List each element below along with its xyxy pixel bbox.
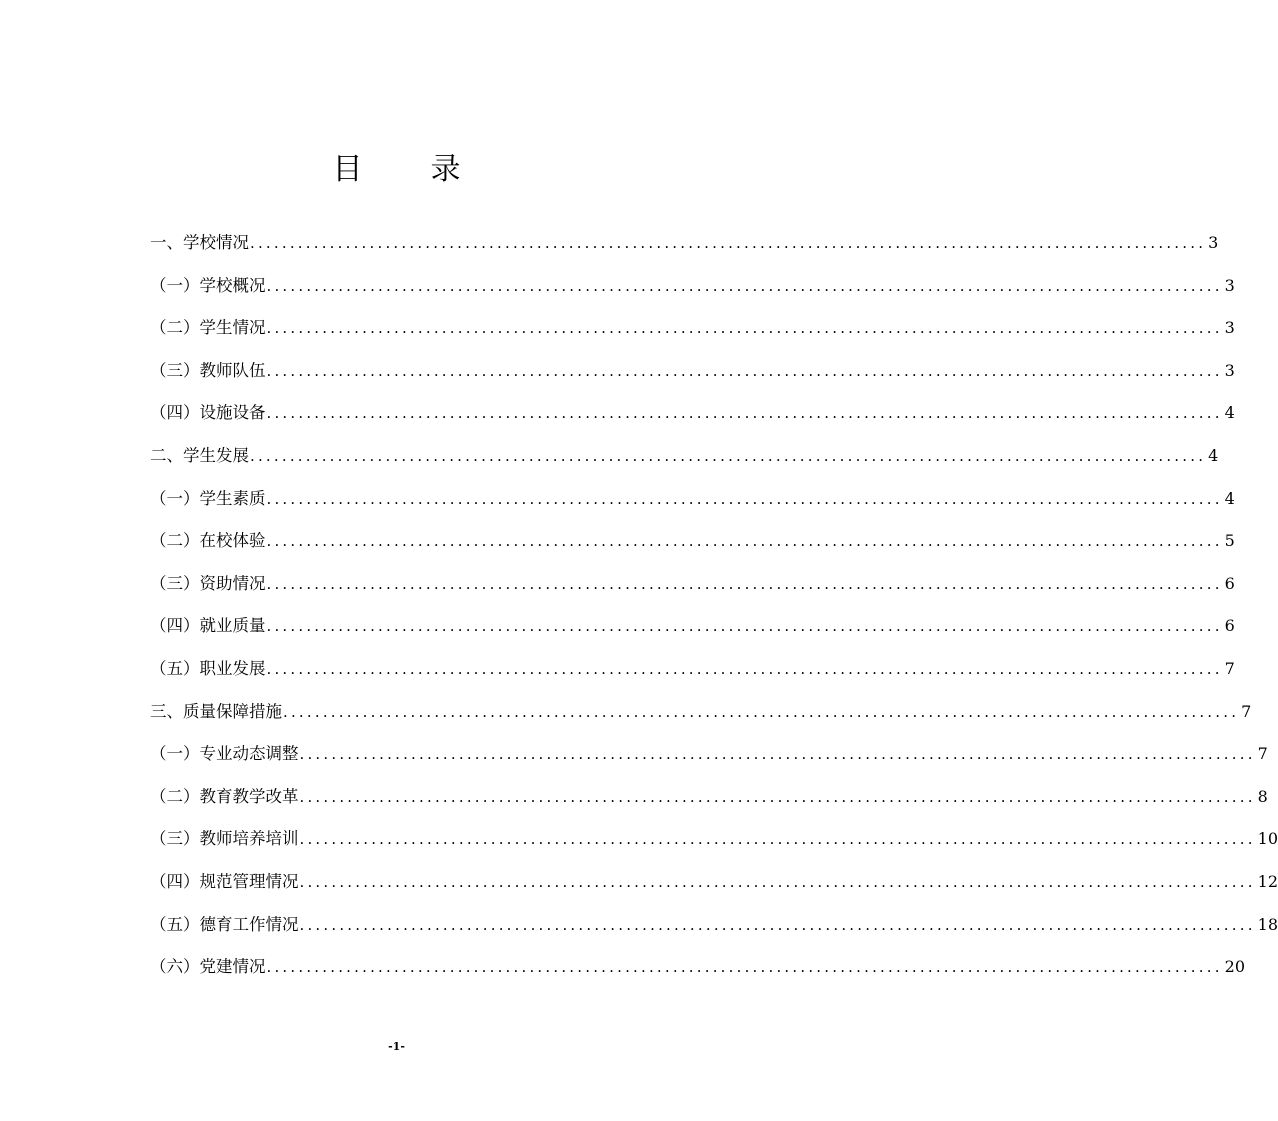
toc-dot-leader: ........................................................................................................................ [266,489,1223,508]
toc-entry-label: （四）就业质量 [150,616,266,636]
toc-dot-leader: ........................................................................................................................ [299,787,1256,806]
toc-entry-label: （四）规范管理情况 [150,871,299,891]
toc-entry-label: （五）德育工作情况 [150,914,299,934]
page-number-footer: -1- [388,1040,405,1053]
toc-dot-leader: ........................................................................................................................ [266,659,1223,678]
toc-dot-leader: ........................................................................................................................ [266,617,1223,636]
toc-entry-label: （三）资助情况 [150,573,266,593]
toc-entry-label: 二、学生发展 [150,445,249,465]
toc-entry[interactable] [150,818,1278,861]
toc-entry-page-number: 3 [1224,318,1235,338]
toc-entry-label: （二）教育教学改革 [150,786,299,806]
toc-dot-leader: ........................................................................................................................ [299,830,1256,849]
toc-entry-page-number: 7 [1241,701,1252,721]
toc-entry[interactable] [150,946,1246,989]
toc-entry-page-number: 3 [1224,360,1235,380]
toc-entry-page-number: 7 [1224,658,1235,678]
toc-entry[interactable] [150,691,1252,734]
toc-entry-page-number: 8 [1257,786,1268,806]
toc-entry[interactable] [150,350,1235,393]
toc-entry[interactable] [150,776,1268,819]
toc-entry[interactable] [150,478,1235,521]
toc-entry-label: （四）设施设备 [150,403,266,423]
toc-dot-leader: ........................................................................................................................ [299,915,1256,934]
toc-entry-label: （六）党建情况 [150,957,266,977]
toc-dot-leader: ........................................................................................................................ [250,234,1207,252]
toc-dot-leader: ........................................................................................................................ [266,574,1223,593]
toc-entry[interactable] [150,520,1235,563]
toc-entry-page-number: 7 [1257,744,1268,764]
toc-entry[interactable] [150,435,1219,478]
toc-heading [0,147,793,193]
toc-entry[interactable] [150,307,1235,350]
toc-heading-char-2: 录 [430,152,461,187]
toc-entry-page-number: 20 [1224,957,1246,977]
toc-entry-page-number: 18 [1257,914,1278,934]
toc-entry-label: （一）学校概况 [150,275,266,295]
toc-entry-label: （一）学生素质 [150,488,266,508]
toc-dot-leader: ........................................................................................................................ [283,702,1240,721]
toc-entry[interactable] [150,733,1268,776]
toc-dot-leader: ........................................................................................................................ [266,532,1223,551]
toc-entry-label: （三）教师队伍 [150,360,266,380]
toc-entry-label: （二）学生情况 [150,318,266,338]
toc-entry-label: （五）职业发展 [150,658,266,678]
toc-entry[interactable] [150,605,1235,648]
toc-entry[interactable] [150,222,1219,265]
toc-dot-leader: ........................................................................................................................ [266,958,1223,977]
toc-entry-page-number: 12 [1257,871,1278,891]
toc-entry-label: 一、学校情况 [150,233,249,252]
toc-dot-leader: ........................................................................................................................ [299,745,1256,764]
toc-entry[interactable] [150,265,1235,308]
toc-entry-label: （三）教师培养培训 [150,829,299,849]
toc-entry-page-number: 4 [1224,403,1235,423]
toc-dot-leader: ........................................................................................................................ [266,276,1223,295]
toc-entry-page-number: 6 [1224,573,1235,593]
toc-entry-page-number: 4 [1208,445,1219,465]
toc-entry-page-number: 5 [1224,531,1235,551]
toc-entry[interactable] [150,648,1235,691]
toc-entry-page-number: 10 [1257,829,1278,849]
toc-entry[interactable] [150,392,1235,435]
toc-heading-char-1: 目 [332,152,363,187]
toc-entry-page-number: 3 [1224,275,1235,295]
toc-dot-leader: ........................................................................................................................ [266,404,1223,423]
toc-dot-leader: ........................................................................................................................ [266,361,1223,380]
toc-entry[interactable] [150,904,1278,947]
table-of-contents [150,222,1278,989]
toc-entry[interactable] [150,861,1278,904]
toc-entry-page-number: 4 [1224,488,1235,508]
toc-entry-page-number: 3 [1208,233,1219,252]
toc-dot-leader: ........................................................................................................................ [250,446,1207,465]
toc-entry-label: （二）在校体验 [150,531,266,551]
toc-entry-label: 三、质量保障措施 [150,701,282,721]
toc-entry-label: （一）专业动态调整 [150,744,299,764]
toc-entry-page-number: 6 [1224,616,1235,636]
toc-dot-leader: ........................................................................................................................ [299,872,1256,891]
toc-dot-leader: ........................................................................................................................ [266,319,1223,338]
toc-entry[interactable] [150,563,1235,606]
